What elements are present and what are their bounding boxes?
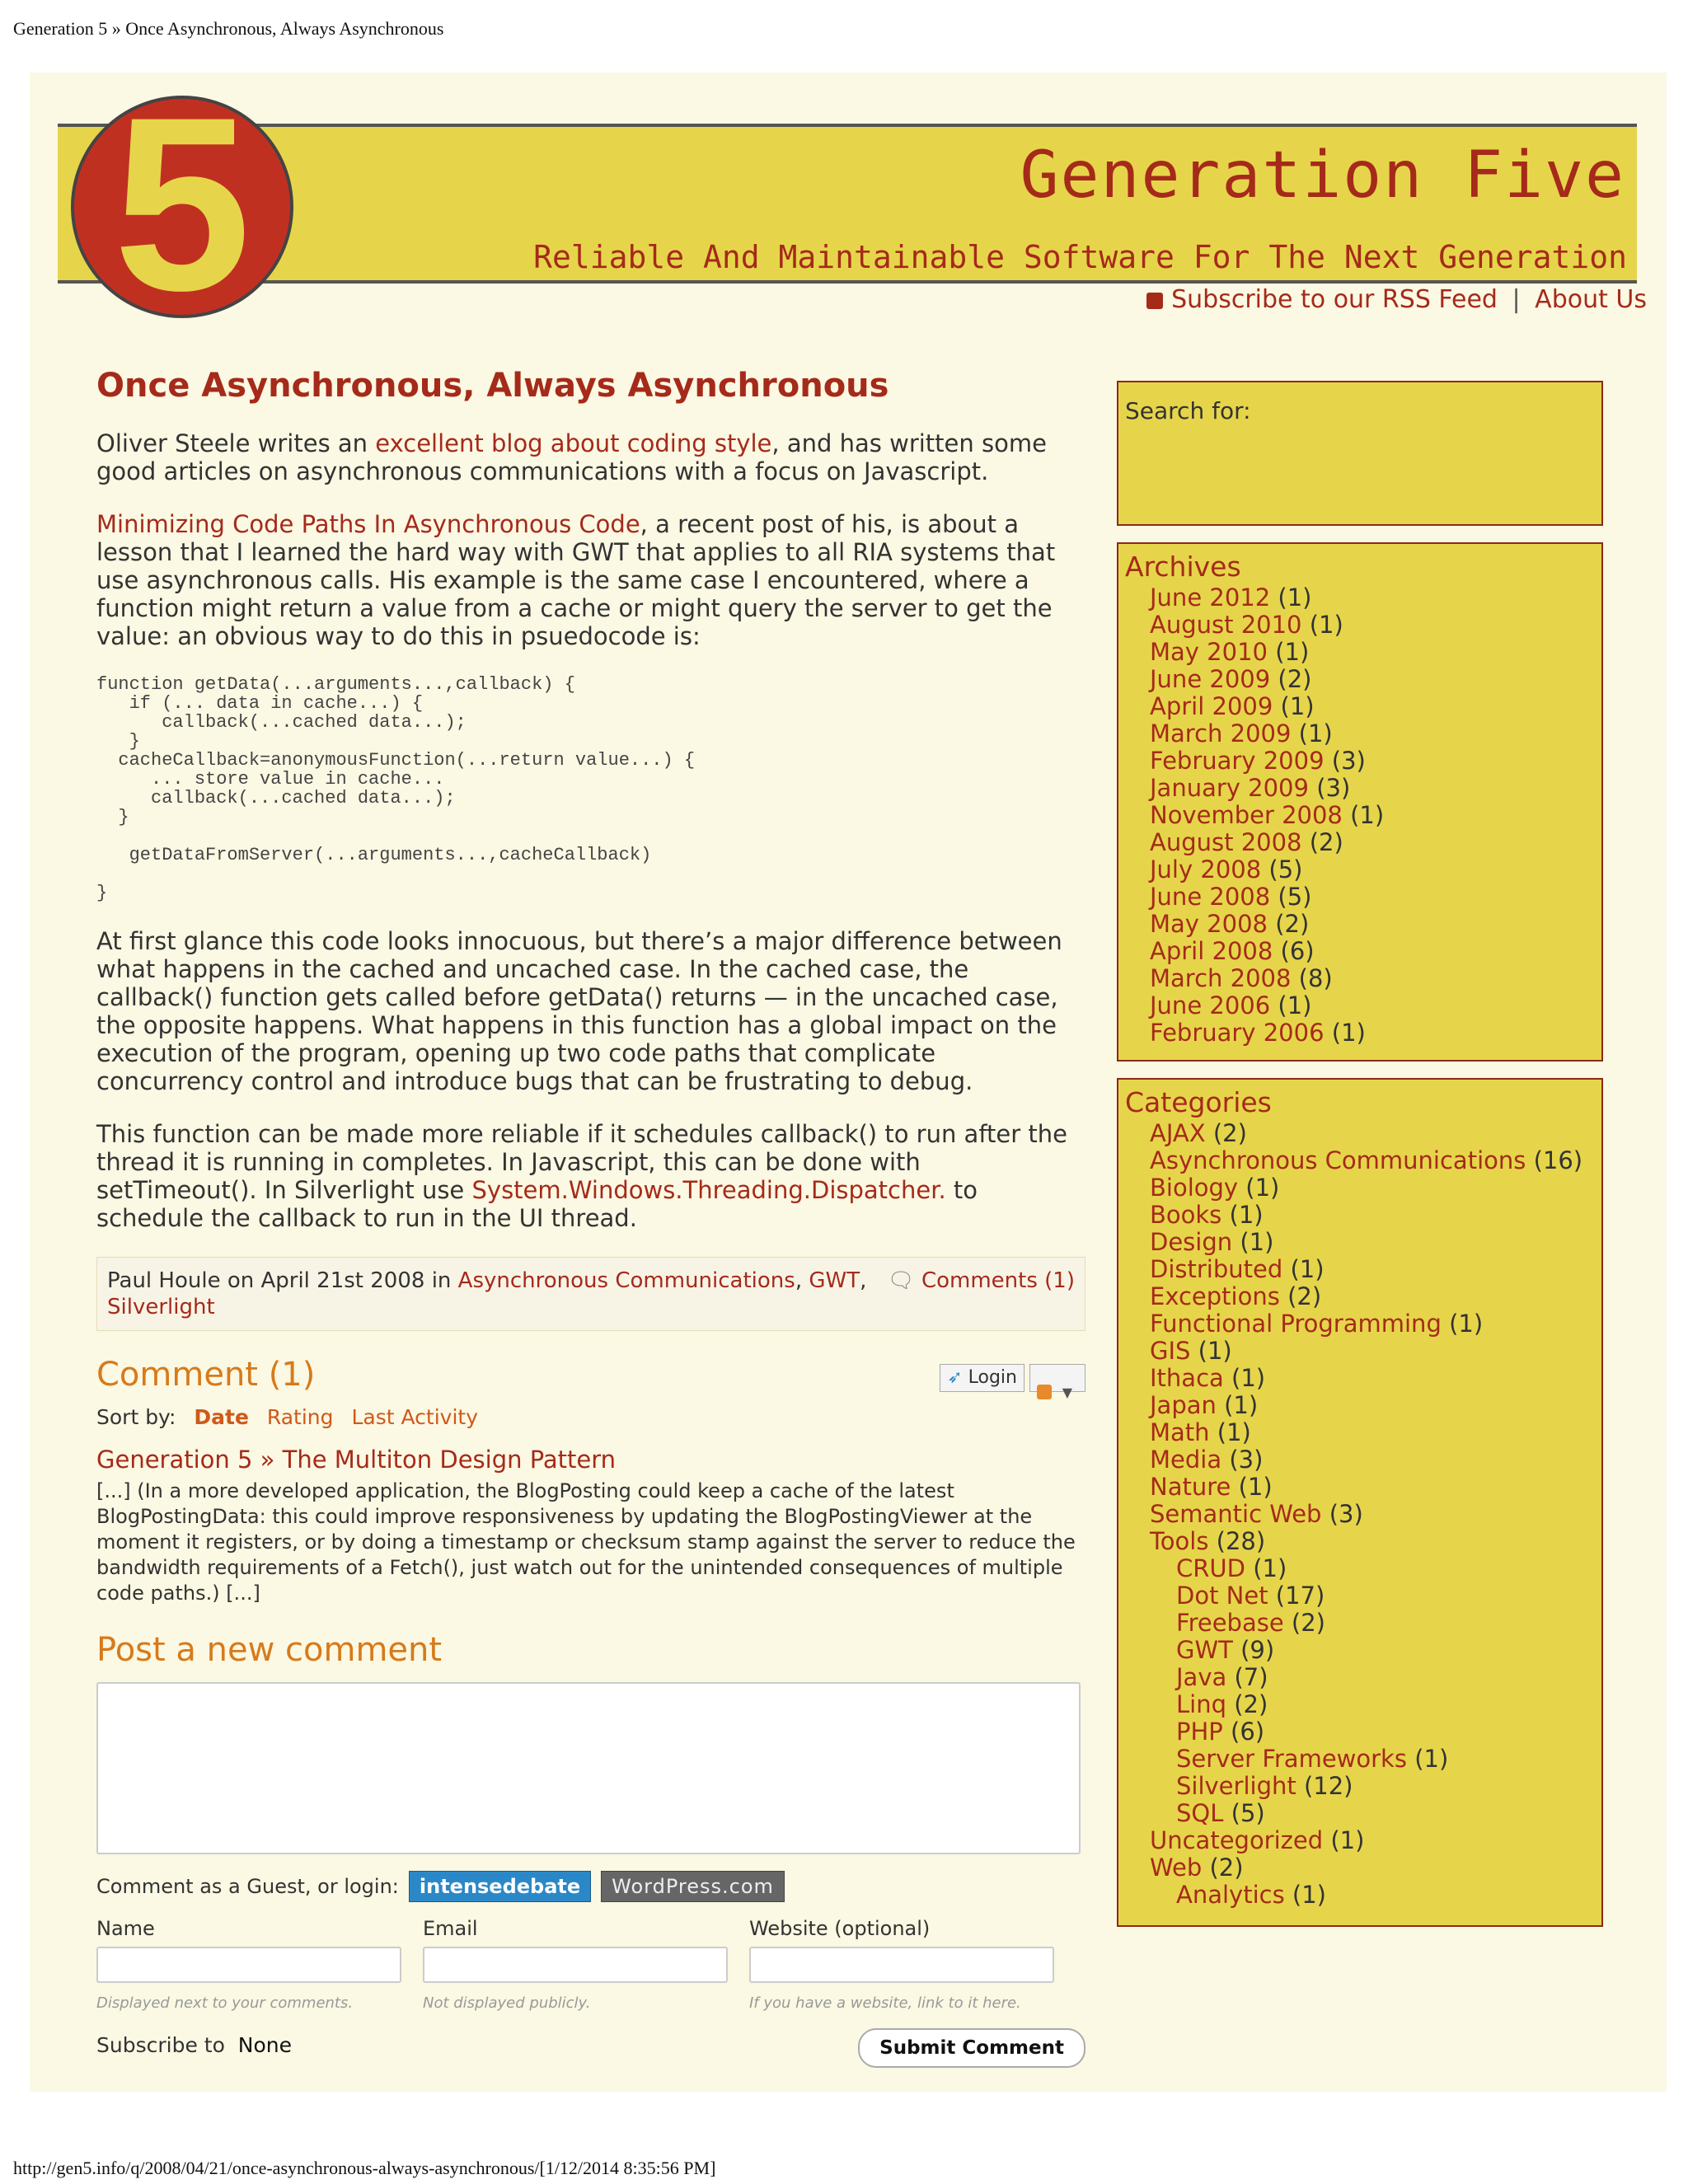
categories-item (1150, 1555, 1595, 1582)
comments-count-link[interactable]: Comments (1) (921, 1268, 1075, 1293)
archives-count: (3) (1331, 747, 1366, 775)
categories-count: (2) (1287, 1282, 1322, 1310)
login-wing-icon: ➶ (947, 1367, 963, 1388)
categories-link[interactable]: CRUD (1176, 1554, 1245, 1582)
archives-link[interactable]: April 2008 (1150, 937, 1273, 965)
categories-link[interactable]: Linq (1176, 1690, 1227, 1718)
archives-item (1150, 992, 1595, 1019)
categories-count: (5) (1231, 1799, 1265, 1827)
site-banner (58, 124, 1637, 284)
categories-link[interactable]: GIS (1150, 1337, 1191, 1365)
archives-link[interactable]: April 2009 (1150, 692, 1273, 720)
categories-link[interactable]: Dot Net (1176, 1582, 1268, 1610)
sort-activity-option[interactable]: Last Activity (351, 1405, 478, 1429)
categories-link[interactable]: Distributed (1150, 1255, 1283, 1283)
site-title[interactable]: Generation Five (1020, 138, 1625, 213)
categories-item (1150, 1854, 1595, 1882)
categories-link[interactable]: Functional Programming (1150, 1310, 1442, 1338)
comment-title-link[interactable]: Generation 5 » The Multiton Design Pattern (96, 1446, 617, 1474)
search-widget (1117, 381, 1603, 526)
categories-count: (1) (1217, 1418, 1251, 1446)
archives-link[interactable]: May 2010 (1150, 638, 1268, 666)
categories-count: (1) (1198, 1337, 1232, 1365)
name-input[interactable] (96, 1947, 401, 1983)
categories-count: (1) (1240, 1228, 1274, 1256)
archives-count: (8) (1298, 964, 1333, 992)
categories-count: (2) (1291, 1609, 1325, 1637)
categories-link[interactable]: Biology (1150, 1174, 1239, 1202)
site-logo[interactable] (71, 65, 293, 342)
sort-date-option[interactable]: Date (194, 1405, 249, 1429)
categories-link[interactable]: Math (1150, 1418, 1210, 1446)
categories-link[interactable]: Books (1150, 1201, 1222, 1229)
categories-count: (2) (1234, 1690, 1268, 1718)
comments-heading: Comment (1) ➶ Login ▼ (96, 1356, 1085, 1394)
rss-feed-link[interactable]: Subscribe to our RSS Feed (1171, 285, 1498, 314)
archives-count: (5) (1278, 883, 1312, 911)
categories-item (1150, 1310, 1595, 1338)
main-content (96, 367, 1085, 2069)
pseudocode-block: function getData(...arguments...,callback) { if (... data in cache...) { callback(...cached data...); } cacheCallback=anonymousFunction(...return value...) { ... store value in cache... callback(...cached data...); } getDataFromServer(...arguments...,cacheCallback) } (96, 674, 696, 903)
archives-item (1150, 775, 1595, 802)
name-label: Name (96, 1917, 155, 1940)
comment-bubble-icon: 🗨 (887, 1268, 915, 1293)
categories-item (1150, 1338, 1595, 1365)
submit-comment-button[interactable]: Submit Comment (858, 2028, 1085, 2068)
categories-item (1150, 1392, 1595, 1419)
categories-count: (1) (1238, 1473, 1273, 1501)
archives-item (1150, 938, 1595, 965)
archives-count: (2) (1278, 665, 1312, 693)
categories-item (1150, 1474, 1595, 1501)
rss-small-icon (1037, 1385, 1052, 1399)
categories-link[interactable]: Ithaca (1150, 1364, 1224, 1392)
categories-count: (3) (1229, 1446, 1264, 1474)
categories-count: (1) (1253, 1554, 1287, 1582)
sort-options: Sort by: Date Rating Last Activity (96, 1405, 478, 1429)
categories-count: (12) (1303, 1772, 1353, 1800)
search-label: Search for: (1125, 397, 1251, 424)
categories-item (1150, 1691, 1595, 1718)
print-footer: http://gen5.info/q/2008/04/21/once-asynchronous-always-asynchronous/[1/12/2014 8:35:56 PM] (13, 2158, 716, 2178)
archives-count: (1) (1331, 1019, 1366, 1047)
archives-link[interactable]: March 2009 (1150, 719, 1292, 748)
archives-item (1150, 639, 1595, 666)
archives-count: (3) (1316, 774, 1351, 802)
categories-count: (1) (1224, 1391, 1259, 1419)
archives-count: (2) (1275, 910, 1310, 938)
logo-digit: 5 (113, 65, 251, 342)
categories-count: (28) (1216, 1527, 1266, 1555)
archives-count: (2) (1309, 828, 1343, 856)
categories-item (1150, 1582, 1595, 1610)
post-paragraph-2: Minimizing Code Paths In Asynchronous Code, a recent post of his, is about a lesson that I learned the hard way with GWT that applies to all RIA systems that use asynchronous calls. His example is the same case I encountered, where a function might return a value from a cache or might query the server to get the value: an obvious way to do this in psuedocode is: (96, 510, 1056, 650)
print-header: Generation 5 » Once Asynchronous, Always Asynchronous (13, 18, 444, 39)
categories-item (1150, 1718, 1595, 1746)
categories-count: (1) (1292, 1881, 1327, 1909)
categories-item (1150, 1610, 1595, 1637)
categories-item (1150, 1800, 1595, 1827)
website-hint: If you have a website, link to it here. (749, 1994, 1021, 2012)
minimizing-code-paths-link[interactable]: Minimizing Code Paths In Asynchronous Code (96, 510, 640, 538)
categories-link[interactable]: Freebase (1176, 1609, 1284, 1637)
archives-link[interactable]: June 2006 (1150, 991, 1271, 1019)
archives-item (1150, 612, 1595, 639)
comment-feed-dropdown[interactable] (1029, 1364, 1085, 1400)
categories-item (1150, 1882, 1595, 1909)
categories-item (1150, 1528, 1595, 1555)
wordpress-login-button[interactable]: WordPress.com (601, 1871, 785, 1902)
comment-fields (96, 1917, 1085, 2012)
archives-count: (5) (1268, 855, 1303, 883)
archives-link[interactable]: June 2008 (1150, 883, 1271, 911)
guest-login-row: Comment as a Guest, or login: intensedebate WordPress.com (96, 1871, 1085, 1902)
categories-link[interactable]: Nature (1150, 1473, 1231, 1501)
sort-rating-option[interactable]: Rating (266, 1405, 334, 1429)
categories-link[interactable]: PHP (1176, 1718, 1223, 1746)
categories-item (1150, 1174, 1595, 1202)
archives-link[interactable]: March 2008 (1150, 964, 1292, 992)
archives-count: (1) (1309, 611, 1343, 639)
about-us-link[interactable]: About Us (1535, 285, 1647, 314)
categories-item (1150, 1365, 1595, 1392)
categories-count: (2) (1209, 1854, 1244, 1882)
post-title[interactable]: Once Asynchronous, Always Asynchronous (96, 367, 889, 405)
archives-item (1150, 1019, 1595, 1047)
category-link-async[interactable]: Asynchronous Communications (457, 1268, 795, 1293)
archives-item (1150, 911, 1595, 938)
categories-item (1150, 1283, 1595, 1310)
categories-item (1150, 1147, 1595, 1174)
intensedebate-login-button[interactable]: intensedebate (409, 1871, 591, 1902)
categories-count: (7) (1234, 1663, 1268, 1691)
categories-item (1150, 1202, 1595, 1229)
archives-item (1150, 693, 1595, 720)
site-tagline: Reliable And Maintainable Software For The Next Generation (533, 239, 1627, 275)
post-paragraph-3: At first glance this code looks innocuous, but there’s a major difference between what happens in the cached and uncached case. In the cached case, the callback() function gets called before getData() returns — in the uncached case, the opposite happens. What happens in this function has a global impact on the execution of the program, opening up two code paths that complicate concurrency control and introduce bugs that can be frustrating to debug. (96, 927, 1062, 1095)
categories-link[interactable]: Design (1150, 1228, 1233, 1256)
archives-link[interactable]: November 2008 (1150, 801, 1343, 829)
categories-link[interactable]: Silverlight (1176, 1772, 1296, 1800)
website-label: Website (optional) (749, 1917, 931, 1940)
coding-style-blog-link[interactable]: excellent blog about coding style (375, 429, 772, 457)
categories-list (1125, 1120, 1595, 1909)
categories-item (1150, 1827, 1595, 1854)
categories-count: (3) (1329, 1500, 1363, 1528)
categories-item (1150, 1229, 1595, 1256)
categories-link[interactable]: Tools (1150, 1527, 1209, 1555)
dispatcher-link[interactable]: System.Windows.Threading.Dispatcher. (471, 1176, 946, 1204)
archives-item (1150, 883, 1595, 911)
archives-count: (6) (1280, 937, 1315, 965)
categories-count: (16) (1533, 1146, 1583, 1174)
archives-item (1150, 829, 1595, 856)
subscribe-select[interactable]: None (237, 2033, 293, 2057)
categories-count: (2) (1212, 1119, 1247, 1147)
archives-item (1150, 748, 1595, 775)
archives-count: (1) (1275, 638, 1310, 666)
categories-link[interactable]: Semantic Web (1150, 1500, 1322, 1528)
header-links (1146, 285, 1647, 314)
post-comment-heading: Post a new comment (96, 1631, 443, 1669)
categories-item (1150, 1419, 1595, 1446)
categories-link[interactable]: Web (1150, 1854, 1203, 1882)
archives-link[interactable]: February 2009 (1150, 747, 1325, 775)
archives-count: (1) (1298, 719, 1333, 748)
categories-link[interactable]: Analytics (1176, 1881, 1285, 1909)
login-button[interactable]: ➶ Login (940, 1364, 1025, 1392)
categories-item (1150, 1256, 1595, 1283)
archives-count: (1) (1280, 692, 1315, 720)
archives-widget (1117, 542, 1603, 1062)
email-hint: Not displayed publicly. (423, 1994, 591, 2012)
archives-link[interactable]: June 2012 (1150, 583, 1271, 612)
post-paragraph-1: Oliver Steele writes an excellent blog about coding style, and has written some good articles on asynchronous communications with a focus on Javascript. (96, 429, 1047, 485)
categories-count: (1) (1290, 1255, 1325, 1283)
archives-item (1150, 584, 1595, 612)
categories-count: (1) (1231, 1364, 1266, 1392)
categories-link[interactable]: Server Frameworks (1176, 1745, 1407, 1773)
archives-link[interactable]: July 2008 (1150, 855, 1262, 883)
header-separator: | (1512, 285, 1521, 314)
archives-item (1150, 802, 1595, 829)
categories-item (1150, 1501, 1595, 1528)
categories-link[interactable]: Java (1176, 1663, 1227, 1691)
comment-text: [...] (In a more developed application, the BlogPosting could keep a cache of the latest BlogPostingData: this could improve responsiveness by updating the BlogPostingViewer at the moment it registers, or by doing a timestamp or checksum stamp against the server to reduce the bandwidth requirements of a Fetch(), just watch out for the unintended consequences of multiple code paths.) [...] (96, 1479, 1076, 1605)
categories-item (1150, 1746, 1595, 1773)
categories-title: Categories (1125, 1086, 1272, 1118)
archives-link[interactable]: August 2008 (1150, 828, 1302, 856)
archives-link[interactable]: June 2009 (1150, 665, 1271, 693)
banner-bottom-rule (58, 280, 1637, 284)
comment-textarea[interactable] (96, 1682, 1081, 1854)
rss-feed-icon (1146, 293, 1163, 309)
categories-link[interactable]: GWT (1176, 1636, 1233, 1664)
email-label: Email (423, 1917, 478, 1940)
subscribe-option: Subscribe to None (96, 2033, 293, 2057)
categories-item (1150, 1773, 1595, 1800)
archives-item (1150, 856, 1595, 883)
categories-count: (1) (1229, 1201, 1264, 1229)
archives-link[interactable]: February 2006 (1150, 1019, 1325, 1047)
categories-count: (6) (1231, 1718, 1265, 1746)
categories-link[interactable]: Asynchronous Communications (1150, 1146, 1526, 1174)
categories-count: (1) (1449, 1310, 1484, 1338)
chevron-down-icon: ▼ (1062, 1385, 1073, 1400)
categories-count: (1) (1330, 1826, 1365, 1854)
categories-link[interactable]: Media (1150, 1446, 1222, 1474)
archives-item (1150, 720, 1595, 748)
archives-list (1125, 584, 1595, 1047)
archives-count: (1) (1278, 583, 1312, 612)
post-meta: Paul Houle on April 21st 2008 in Asynchronous Communications, GWT, Silverlight 🗨 Comments (1) (96, 1257, 1085, 1331)
post-paragraph-4: This function can be made more reliable if it schedules callback() to run after the thread it is running in completes. In Javascript, this can be done with setTimeout(). In Silverlight use System.Windows.Threading.Dispatcher. to schedule the callback to run in the UI thread. (96, 1120, 1067, 1232)
categories-widget (1117, 1078, 1603, 1927)
categories-count: (1) (1414, 1745, 1449, 1773)
archives-link[interactable]: May 2008 (1150, 910, 1268, 938)
submit-row (96, 2028, 1085, 2069)
name-hint: Displayed next to your comments. (96, 1994, 354, 2012)
archives-link[interactable]: January 2009 (1150, 774, 1309, 802)
categories-count: (17) (1275, 1582, 1325, 1610)
archives-item (1150, 965, 1595, 992)
categories-item (1150, 1120, 1595, 1147)
archives-title: Archives (1125, 551, 1241, 583)
category-link-gwt[interactable]: GWT (809, 1268, 860, 1293)
email-input[interactable] (423, 1947, 728, 1983)
categories-link[interactable]: AJAX (1150, 1119, 1206, 1147)
archives-link[interactable]: August 2010 (1150, 611, 1302, 639)
archives-count: (1) (1278, 991, 1312, 1019)
categories-link[interactable]: Japan (1150, 1391, 1217, 1419)
archives-count: (1) (1350, 801, 1385, 829)
category-link-silverlight[interactable]: Silverlight (107, 1295, 215, 1319)
categories-item (1150, 1446, 1595, 1474)
categories-link[interactable]: Uncategorized (1150, 1826, 1324, 1854)
categories-count: (1) (1245, 1174, 1280, 1202)
website-input[interactable] (749, 1947, 1054, 1983)
archives-item (1150, 666, 1595, 693)
categories-count: (9) (1240, 1636, 1275, 1664)
categories-item (1150, 1637, 1595, 1664)
categories-link[interactable]: SQL (1176, 1799, 1224, 1827)
categories-link[interactable]: Exceptions (1150, 1282, 1280, 1310)
categories-item (1150, 1664, 1595, 1691)
